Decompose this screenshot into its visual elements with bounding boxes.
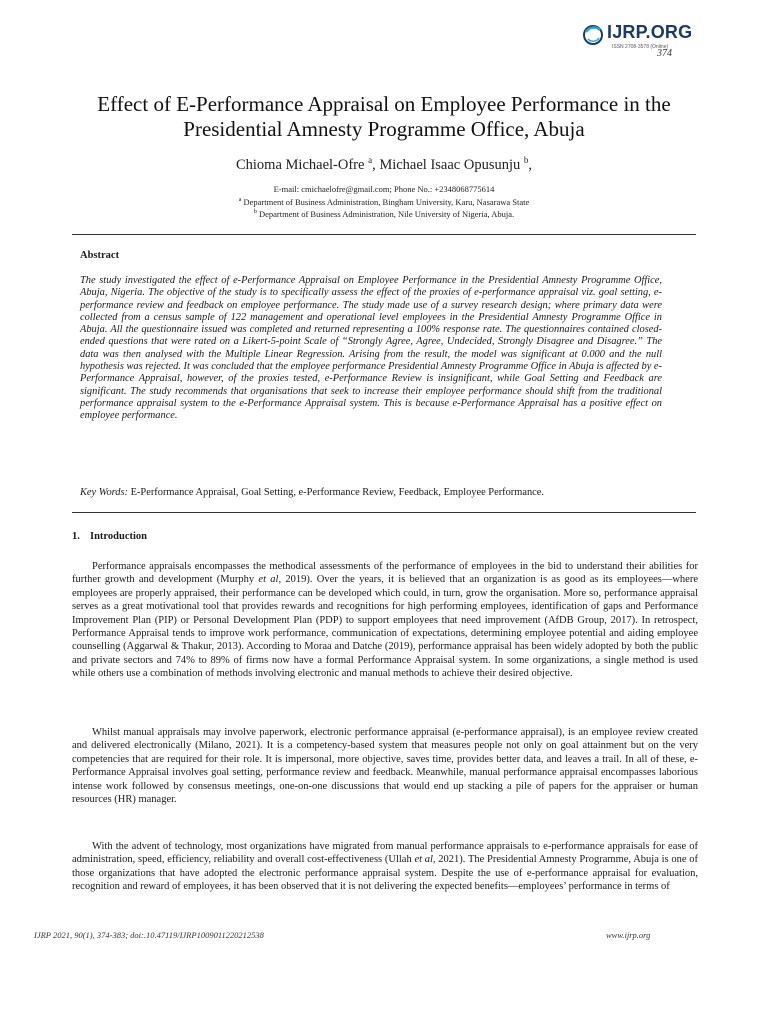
- journal-logo[interactable]: [582, 22, 694, 52]
- bottom-divider: [72, 512, 696, 513]
- affiliation-b: [60, 209, 708, 219]
- author-2: Michael Isaac Opusunju: [379, 156, 521, 173]
- intro-paragraph-2: Whilst manual appraisals may involve paperwork, electronic performance appraisal (e-performance appraisal), is an employee review created and delivered electronically (Milano, 2021). It is a competency-based system that measures people not only on goal attainment but on the very competencies that are required for their role. It is impersonal, more objective, saves time, provides better data, and leaves a trail. In all of these, e-Performance Appraisal involves goal setting, performance review and feedback. Meanwhile, manual performance appraisal encompasses laborious intense work followed by consensus meetings, one-on-one discussions that would end up stacking a pile of papers for the appraiser or human resources (HR) manager.: [72, 727, 698, 806]
- keywords-label: Key Words:: [80, 487, 129, 498]
- intro-p3-text-a: With the advent of technology, most organizations have migrated from manual performance appraisals to e-performance appraisals for ease of administration, speed, efficiency, reliability and overall cost-effectiveness (Ullah: [72, 841, 698, 866]
- page-number: 374: [657, 48, 672, 59]
- author-2-affiliation: b: [523, 155, 529, 165]
- abstract-heading: Abstract: [80, 250, 120, 261]
- keywords-list: E-Performance Appraisal, Goal Setting, e-Performance Review, Feedback, Employee Performance.: [130, 487, 544, 498]
- top-divider: [72, 234, 696, 235]
- title-line-1: Effect of E-Performance Appraisal on Employee Performance in the: [97, 92, 671, 116]
- affiliation-b-text: Department of Business Administration, Nile University of Nigeria, Abuja.: [258, 209, 515, 219]
- keywords: [80, 487, 680, 498]
- affiliation-a: [60, 197, 708, 207]
- section-title: Introduction: [90, 531, 147, 542]
- abstract-body: The study investigated the effect of e-Performance Appraisal on Employee Performance in the Presidential Amnesty Programme Office, Abuja, Nigeria. The objective of the study is to specifically assess the effect of the proxies of e-performance appraisal viz. goal setting, e-performance review and feedback on employee performance. The study made use of a survey research design; where primary data were collected from a census sample of 122 management and operational level employees in the Presidential Amnesty Programme Office in Abuja. All the questionnaire issued was completed and returned representing a 100% response rate. The questionnaires contained closed-ended questions that were rated on a Likert-5-point Scale of “Strongly Agree, Agree, Undecided, Strongly Disagree and Disagree.” The data was then analysed with the Multiple Linear Regression. Arising from the result, the model was significant at 0.000 and the null hypothesis was rejected. It was concluded that the employee performance Presidential Amnesty Programme Office in Abuja is affected by e-Performance Appraisal, however, of the proxies tested, e-Performance Review is insignificant, while Goal Setting and Feedback are significant. The study recommends that organisations that seek to increase their employee performance should shift from the traditional performance appraisal system to the e-Performance Appraisal system. This is because e-Performance Appraisal has a positive effect on employee performance.: [80, 275, 662, 422]
- contact-info: E-mail: cmichaelofre@gmail.com; Phone No.: +2348068775614: [273, 184, 495, 194]
- author-1-affiliation: a: [368, 155, 373, 165]
- logo-text: IJRP.ORG: [607, 22, 693, 42]
- author-1: Chioma Michael-Ofre: [235, 156, 365, 173]
- title-line-2: Presidential Amnesty Programme Office, Abuja: [183, 117, 585, 141]
- intro-paragraph-1: [72, 560, 698, 681]
- footer-citation: IJRP 2021, 90(1), 374-383; doi:.10.47119/IJRP1009011220212538: [34, 930, 264, 940]
- affiliation-a-marker: a: [238, 197, 242, 204]
- paper-title: [60, 92, 708, 142]
- intro-p1-text-a: Performance appraisals encompasses the methodical assessments of the performance of employees in the bid to understand their abilities for further growth and development (Murphy: [72, 561, 698, 586]
- affiliation-a-text: Department of Business Administration, Bingham University, Karu, Nasarawa State: [243, 197, 530, 207]
- footer-website[interactable]: www.ijrp.org: [606, 930, 651, 940]
- section-heading-introduction: [72, 531, 147, 542]
- author-list: Chioma Michael-Ofre $^a$, Michael Isaac Opusunju $^b$,: [235, 155, 532, 173]
- logo-subtitle: ISSN 2708-3578 (Online): [612, 44, 669, 50]
- affiliation-b-marker: b: [253, 209, 257, 216]
- intro-p3-etal: et al,: [414, 854, 436, 866]
- section-number: 1.: [72, 531, 80, 542]
- intro-p1-etal: et al,: [258, 574, 282, 586]
- globe-icon: [582, 24, 604, 46]
- intro-p3-text-b: 2021). The Presidential Amnesty Programme, Abuja is one of those organizations that have adopted the electronic performance appraisal system. Despite the use of e-performance appraisal for evaluation, recognition and reward of employees, it has been observed that it is not delivering the expected benefits—employees’ performance in terms of: [72, 854, 698, 893]
- intro-paragraph-3: [72, 840, 698, 894]
- intro-p1-text-b: 2019). Over the years, it is believed that an organization is as good as its employees—where employees are properly appraised, their performance can be developed which could, in turn, grow the organisation. More so, performance appraisal serves as a great motivational tool that provides rewards and recognitions for high performing employees, identification of gaps and Performance Improvement Plan (PIP) or Personal Development Plan (PDP) to support employees that need improvement (AfDB Group, 2017). In retrospect, Performance Appraisal tends to improve work performance, communication of expectations, determining employee potential and aiding employee counselling (Aggarwal & Thakur, 2013). According to Moraa and Datche (2019), performance appraisal has been widely adopted by both the public and private sectors and 74% to 89% of firms now have a formal Performance Appraisal system. In some organizations, a single method is used while others use a combination of methods involving electronic and manual methods to achieve their desired objective.: [72, 574, 698, 680]
